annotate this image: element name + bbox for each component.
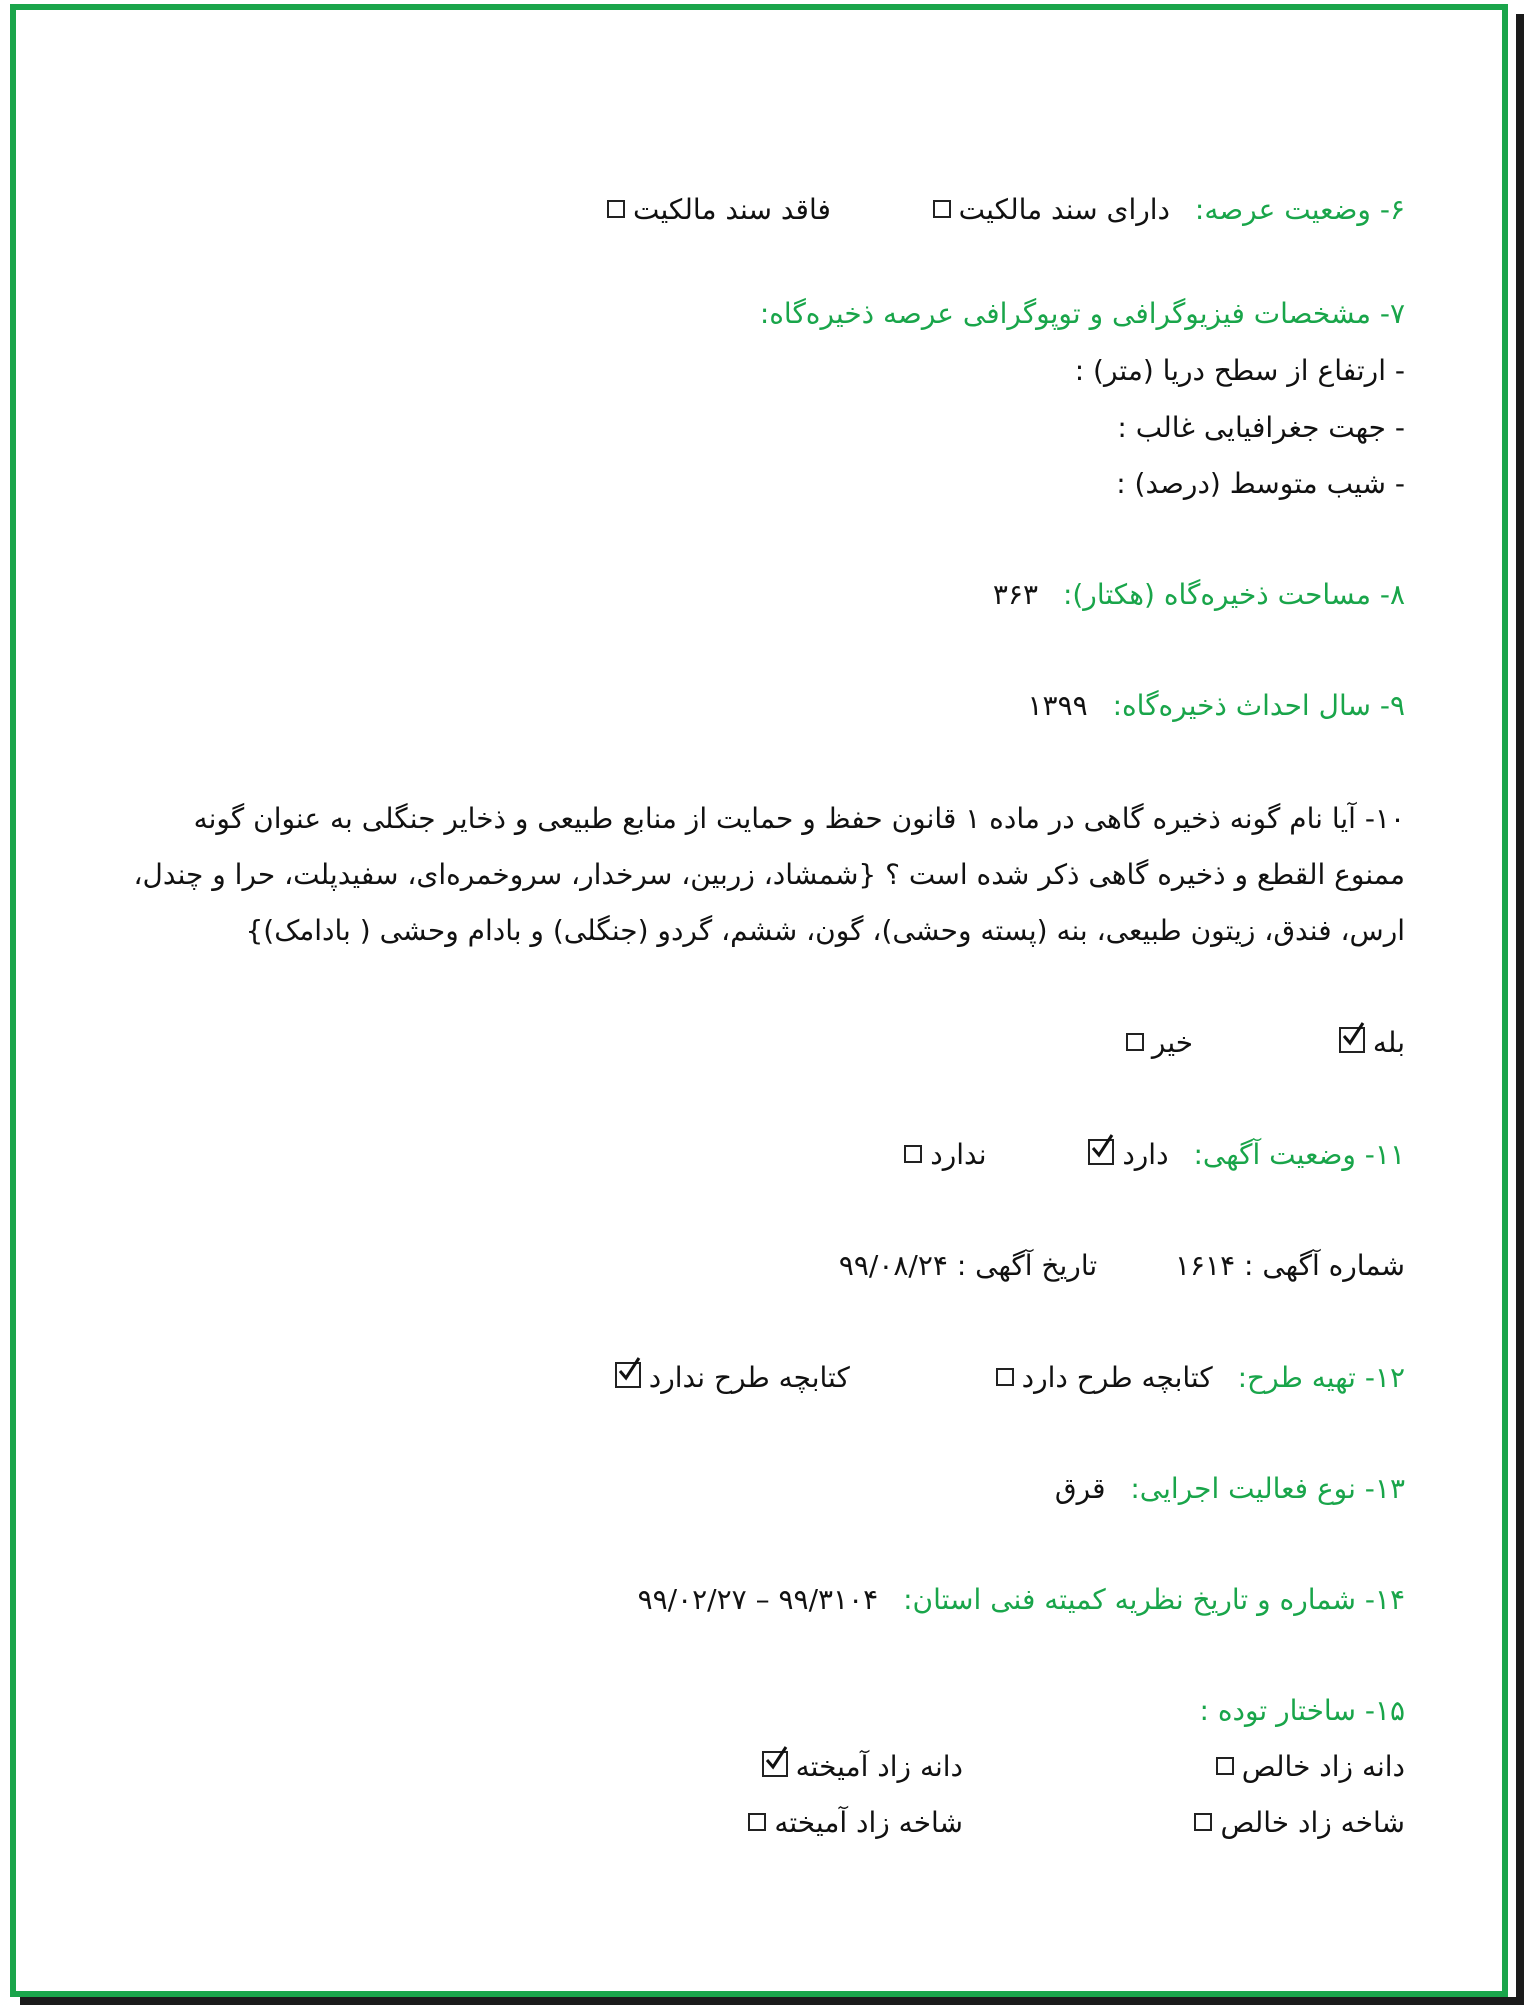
section-7-slope: - شیب متوسط (درصد) : <box>1116 467 1405 500</box>
section-7-aspect: - جهت جغرافیایی غالب : <box>1117 411 1405 444</box>
checkbox-yes[interactable] <box>1339 1027 1365 1053</box>
section-6-land-status <box>599 190 1405 230</box>
checkbox-has-deed[interactable] <box>933 200 951 218</box>
checkbox-seed-mixed[interactable] <box>762 1751 788 1777</box>
section-9-year <box>1028 686 1405 726</box>
section-6-option-has-deed: دارای سند مالکیت <box>958 193 1171 226</box>
notice-date-label: تاریخ آگهی : <box>956 1249 1098 1282</box>
section-10-line-3: ارس، فندق، زیتون طبیعی، بنه (پسته وحشی)، گون، ششم، گردو (جنگلی) و بادام وحشی ( بادامک)} <box>245 914 1405 947</box>
checkbox-seed-pure[interactable] <box>1216 1757 1234 1775</box>
checkbox-notice-has[interactable] <box>1088 1139 1114 1165</box>
section-12-option-hasnot: کتابچه طرح ندارد <box>648 1361 850 1394</box>
stand-coppice-pure-label: شاخه زاد خالص <box>1220 1806 1405 1839</box>
section-10-answer <box>1118 1023 1405 1063</box>
stand-seed-pure-label: دانه زاد خالص <box>1241 1750 1405 1783</box>
section-10-yes-label: بله <box>1372 1026 1405 1059</box>
section-11-has-label: دارد <box>1122 1138 1169 1171</box>
frame-shadow-bottom <box>20 1997 1524 2005</box>
section-10-line-1: ۱۰- آیا نام گونه ذخیره گاهی در ماده ۱ قانون حفظ و حمایت از منابع طبیعی و ذخایر جنگلی به عنوان گونه <box>193 802 1405 835</box>
checkbox-no-deed[interactable] <box>607 200 625 218</box>
section-8-area <box>993 575 1405 615</box>
checkbox-no[interactable] <box>1126 1033 1144 1051</box>
notice-date: ۹۹/۰۸/۲۴ <box>838 1249 948 1282</box>
section-14-value: ۹۹/۳۱۰۴ – ۹۹/۰۲/۲۷ <box>637 1583 879 1616</box>
section-10-no-label: خیر <box>1151 1026 1194 1059</box>
section-14-committee <box>638 1580 1405 1620</box>
section-15-title: ۱۵- ساختار توده : <box>1199 1694 1405 1727</box>
stand-option-seed-mixed <box>754 1747 963 1787</box>
section-13-label: ۱۳- نوع فعالیت اجرایی: <box>1130 1472 1405 1505</box>
section-8-value: ۳۶۳ <box>992 578 1039 611</box>
section-9-label: ۹- سال احداث ذخیره‌گاه: <box>1112 689 1405 722</box>
section-10-line-2: ممنوع القطع و ذخیره گاهی ذکر شده است ؟ {شمشاد، زربین، سرخدار، سروخمره‌ای، سفیدپلت، حرا و چندل، <box>133 858 1405 891</box>
stand-option-coppice-mixed <box>740 1803 963 1843</box>
section-13-activity <box>1055 1469 1405 1509</box>
section-11-notice-status <box>896 1135 1405 1175</box>
section-6-label: ۶- وضعیت عرصه: <box>1194 193 1405 226</box>
stand-coppice-mixed-label: شاخه زاد آمیخته <box>774 1806 963 1839</box>
stand-option-seed-pure <box>1208 1747 1405 1787</box>
stand-option-coppice-pure <box>1186 1803 1405 1843</box>
section-7-elevation: - ارتفاع از سطح دریا (متر) : <box>1074 354 1405 387</box>
notice-number: ۱۶۱۴ <box>1174 1249 1236 1282</box>
section-11-label: ۱۱- وضعیت آگهی: <box>1193 1138 1405 1171</box>
section-12-label: ۱۲- تهیه طرح: <box>1237 1361 1405 1394</box>
section-13-value: قرق <box>1054 1472 1106 1505</box>
checkbox-plan-hasnot[interactable] <box>615 1362 641 1388</box>
section-11-notice-details <box>839 1246 1405 1286</box>
section-7-title: ۷- مشخصات فیزیوگرافی و توپوگرافی عرصه ذخیره‌گاه: <box>759 297 1405 330</box>
section-6-option-no-deed: فاقد سند مالکیت <box>632 193 831 226</box>
section-8-label: ۸- مساحت ذخیره‌گاه (هکتار): <box>1062 578 1405 611</box>
section-14-label: ۱۴- شماره و تاریخ نظریه کمیته فنی استان: <box>903 1583 1405 1616</box>
section-12-plan <box>607 1358 1405 1398</box>
frame-shadow-right <box>1516 14 1524 2005</box>
section-11-hasnot-label: ندارد <box>930 1138 987 1171</box>
checkbox-notice-hasnot[interactable] <box>904 1145 922 1163</box>
stand-seed-mixed-label: دانه زاد آمیخته <box>795 1750 963 1783</box>
notice-number-label: شماره آگهی : <box>1244 1249 1405 1282</box>
section-9-value: ۱۳۹۹ <box>1027 689 1088 722</box>
checkbox-plan-has[interactable] <box>996 1368 1014 1386</box>
checkbox-coppice-pure[interactable] <box>1194 1813 1212 1831</box>
checkbox-coppice-mixed[interactable] <box>748 1813 766 1831</box>
section-10-question <box>93 791 1405 959</box>
section-12-option-has: کتابچه طرح دارد <box>1021 1361 1213 1394</box>
